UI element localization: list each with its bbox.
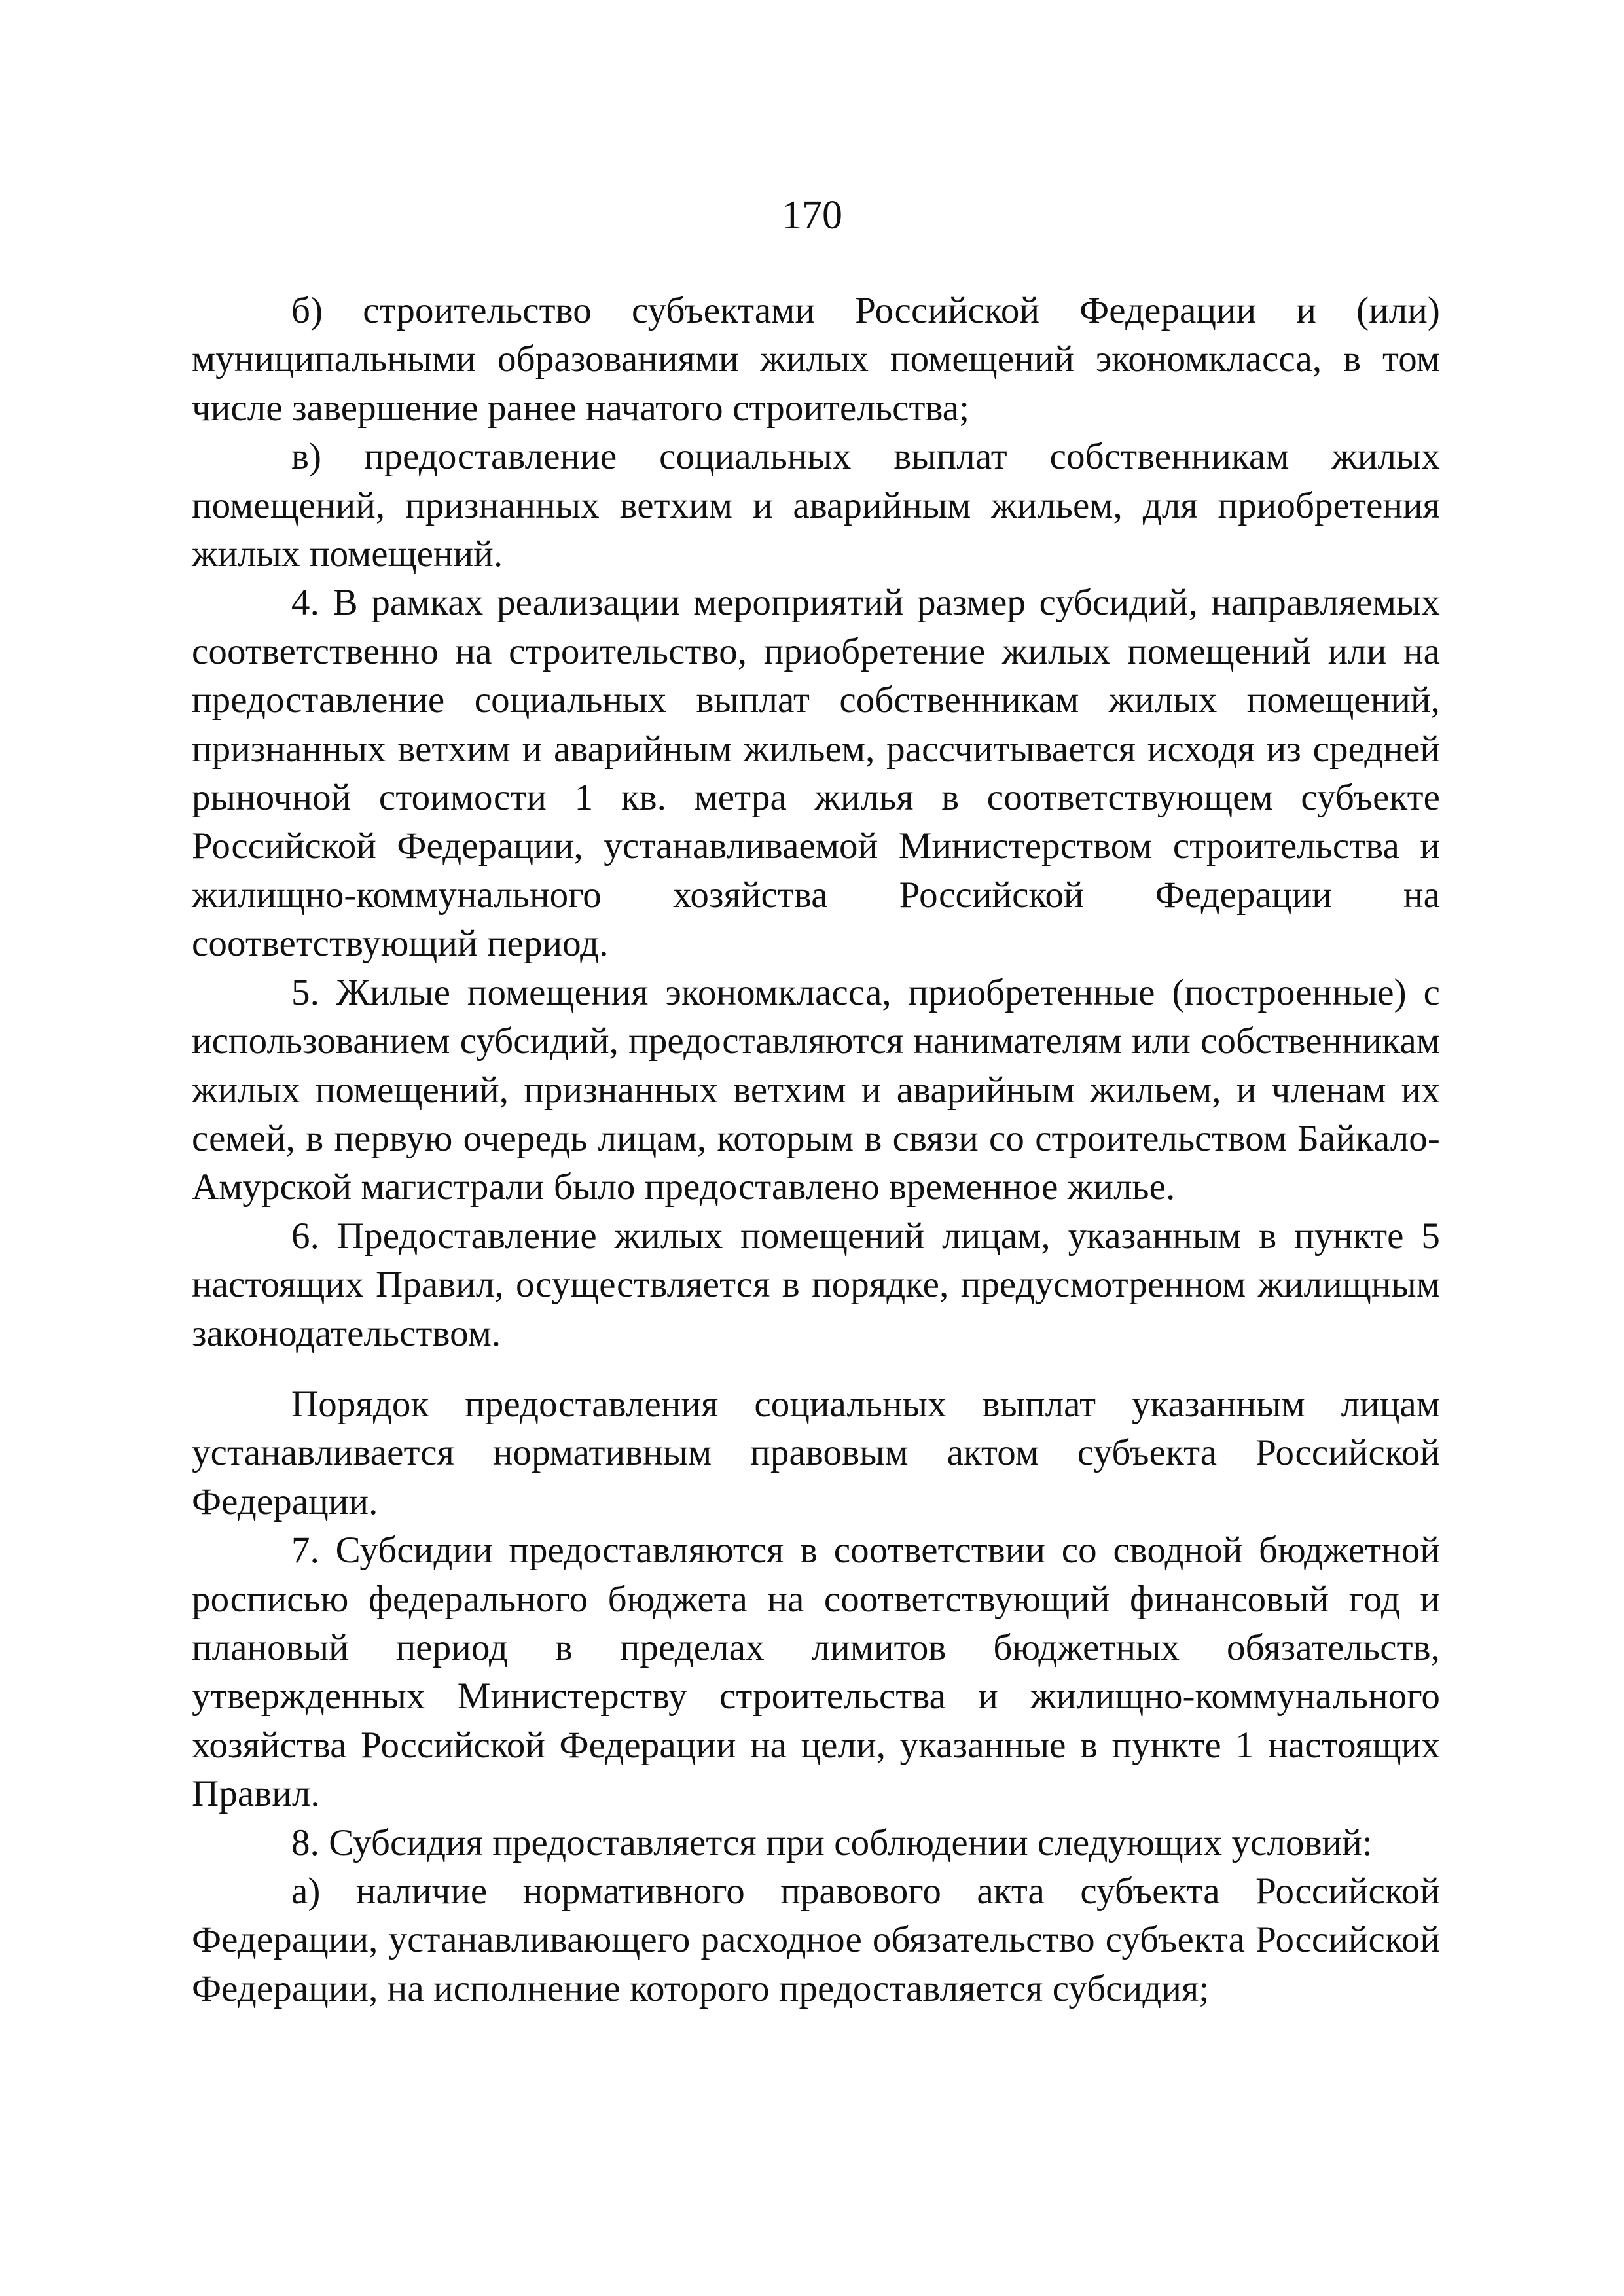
paragraph-7: 7. Субсидии предоставляются в соответствии со сводной бюджетной росписью федерального бюджета на соответствующий финансовый год и плановый период в пределах лимитов бюджетных обязательств, утвержденных Министерству строительства и жилищно-коммунального хозяйства Российской Федерации на цели, указанные в пункте 1 настоящих Правил.: [192, 1530, 1440, 1815]
paragraph-8: 8. Субсидия предоставляется при соблюдении следующих условий:: [291, 1821, 1373, 1863]
paragraph-5: 5. Жилые помещения экономкласса, приобретенные (построенные) с использованием субсидий, предоставляются нанимателям или собственникам жилых помещений, признанных ветхим и аварийным жильем, и членам их семей, в первую очередь лицам, которым в связи со строительством Байкало-Амурской магистрали было предоставлено временное жилье.: [192, 971, 1440, 1208]
paragraph-6-continuation: Порядок предоставления социальных выплат указанным лицам устанавливается нормативным правовым актом субъекта Российской Федерации.: [192, 1383, 1440, 1522]
paragraph-4: 4. В рамках реализации мероприятий размер субсидий, направляемых соответственно на строительство, приобретение жилых помещений или на предоставление социальных выплат собственникам жилых помещений, признанных ветхим и аварийным жильем, рассчитывается исходя из средней рыночной стоимости 1 кв. метра жилья в соответствующем субъекте Российской Федерации, устанавливаемой Министерством строительства и жилищно-коммунального хозяйства Российской Федерации на соответствующий период.: [192, 582, 1440, 965]
paragraph-3v: в) предоставление социальных выплат собственникам жилых помещений, признанных ветхим и аварийным жильем, для приобретения жилых помещений.: [192, 436, 1440, 575]
page-number: 170: [782, 193, 842, 238]
paragraph-6: 6. Предоставление жилых помещений лицам, указанным в пункте 5 настоящих Правил, осуществляется в порядке, предусмотренном жилищным законодательством.: [192, 1215, 1440, 1354]
paragraph-8a: а) наличие нормативного правового акта субъекта Российской Федерации, устанавливающего расходное обязательство субъекта Российской Федерации, на исполнение которого предоставляется субсидия;: [192, 1871, 1440, 2009]
document-body: [192, 287, 1440, 2013]
paragraph-3b: б) строительство субъектами Российской Федерации и (или) муниципальными образованиями жилых помещений экономкласса, в том числе завершение ранее начатого строительства;: [192, 290, 1440, 429]
